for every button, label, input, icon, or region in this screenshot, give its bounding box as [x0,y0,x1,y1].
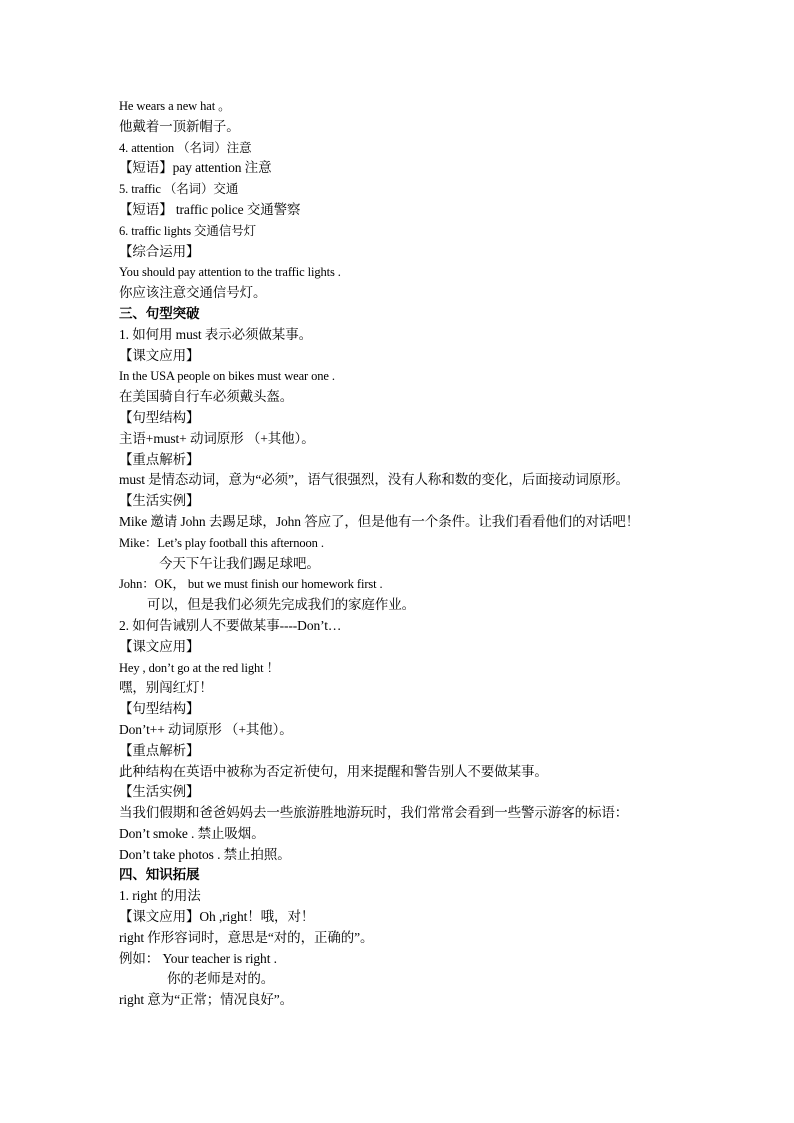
dialogue-translation: 今天下午让我们踢足球吧。 [159,555,320,571]
sentence-structure: Don’t++ 动词原形 （+其他）。 [119,721,293,737]
example-sentence-en: Hey , don’t go at the red light ！ [119,660,279,675]
explanation-text: right 作形容词时，意思是“对的，正确的”。 [119,929,374,945]
document-page [119,96,679,1011]
example-sentence-en: 例如： Your teacher is right . [119,950,277,966]
section-label: 【重点解析】 [119,742,200,758]
dialogue-line: John：OK， but we must finish our homework first . [119,577,383,592]
vocab-item: 4. attention （名词）注意 [119,140,252,155]
phrase-item: 【短语】 traffic police 交通警察 [119,201,301,217]
section-heading: 三、句型突破 [119,305,200,321]
subsection-heading: 2. 如何告诫别人不要做某事----Don’t… [119,617,342,633]
example-sentence-en: He wears a new hat 。 [119,99,231,113]
section-label: 【课文应用】Oh ,right！哦，对！ [119,909,315,925]
subsection-heading: 1. right 的用法 [119,888,201,904]
dialogue-line: Mike：Let’s play football this afternoon . [119,535,324,550]
example-sentence-en: In the USA people on bikes must wear one . [119,369,335,384]
explanation-text: right 意为“正常；情况良好”。 [119,992,294,1008]
section-label: 【课文应用】 [119,638,200,654]
example-sentence-zh: 他戴着一顶新帽子。 [119,118,240,134]
phrase-item: 【短语】pay attention 注意 [119,160,272,176]
explanation-text: 当我们假期和爸爸妈妈去一些旅游胜地游玩时，我们常常会看到一些警示游客的标语： [119,805,629,821]
section-label: 【综合运用】 [119,243,200,259]
vocab-item: 6. traffic lights 交通信号灯 [119,223,257,238]
subsection-heading: 1. 如何用 must 表示必须做某事。 [119,326,313,342]
example-sentence-zh: 在美国骑自行车必须戴头盔。 [119,389,294,405]
example-sentence-en: You should pay attention to the traffic lights . [119,265,341,280]
sign-example: Don’t take photos . 禁止拍照。 [119,846,291,862]
sentence-structure: 主语+must+ 动词原形 （+其他）。 [119,430,315,446]
section-label: 【句型结构】 [119,409,200,425]
example-sentence-zh: 你的老师是对的。 [167,971,275,987]
explanation-text: 此种结构在英语中被称为否定祈使句，用来提醒和警告别人不要做某事。 [119,763,548,779]
section-label: 【重点解析】 [119,451,200,467]
section-label: 【生活实例】 [119,784,200,800]
section-label: 【句型结构】 [119,701,200,717]
dialogue-translation: 可以，但是我们必须先完成我们的家庭作业。 [147,597,415,613]
example-sentence-zh: 你应该注意交通信号灯。 [119,285,267,301]
explanation-text: Mike 邀请 John 去踢足球，John 答应了，但是他有一个条件。让我们看看他们的对话吧！ [119,513,640,529]
vocab-item: 5. traffic （名词）交通 [119,182,239,197]
section-label: 【课文应用】 [119,347,200,363]
sign-example: Don’t smoke . 禁止吸烟。 [119,825,265,841]
section-label: 【生活实例】 [119,493,200,509]
section-heading: 四、知识拓展 [119,867,200,883]
example-sentence-zh: 嘿，别闯红灯！ [119,680,213,696]
explanation-text: must 是情态动词，意为“必须”，语气很强烈，没有人称和数的变化，后面接动词原形。 [119,472,629,488]
